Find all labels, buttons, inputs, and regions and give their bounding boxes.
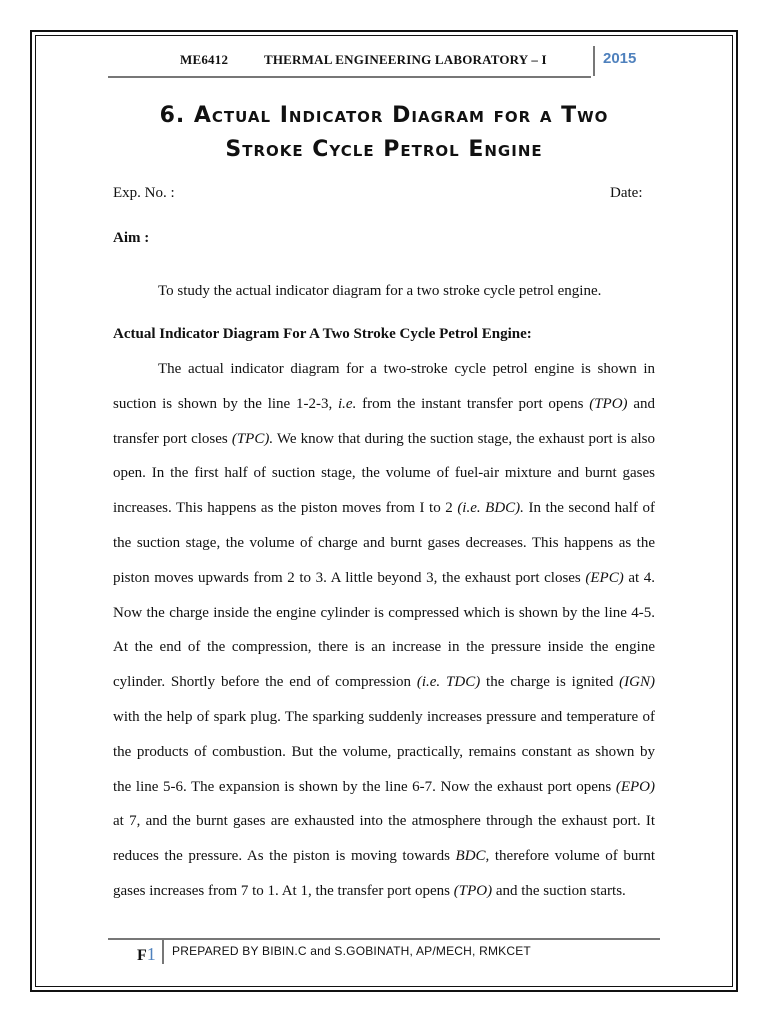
- text-run: the products of combustion. But the volume, practically, remains constant as shown by: [113, 743, 655, 760]
- text-run: from the instant transfer port opens: [356, 395, 590, 412]
- text-run: The actual indicator diagram for a two-stroke cycle petrol engine is shown in: [158, 361, 655, 377]
- text-run: the line 5-6. The expansion is shown by the line 6-7. Now the exhaust port opens: [113, 778, 616, 795]
- paragraph-line: [113, 495, 655, 530]
- text-run: transfer port closes: [113, 430, 232, 447]
- page-number: [137, 944, 156, 965]
- aim-heading: Aim :: [113, 230, 150, 246]
- italic-term: (TPO): [589, 395, 628, 412]
- paragraph-line: [113, 739, 655, 774]
- course-title: THERMAL ENGINEERING LABORATORY – I: [264, 52, 547, 67]
- paragraph-line: [113, 565, 655, 600]
- paragraph-line: [113, 774, 655, 809]
- paragraph-line: [113, 530, 655, 565]
- text-run: open. In the first half of suction stage, the volume of fuel-air mixture and burnt gases: [113, 465, 655, 482]
- italic-term: BDC,: [455, 848, 490, 865]
- paragraph-line: [113, 391, 655, 426]
- text-run: piston moves upwards from 2 to 3. A little beyond 3, the exhaust port closes: [113, 569, 586, 586]
- text-run: the suction stage, the volume of charge and burnt gases decreases. This happens as the: [113, 534, 655, 551]
- text-run: suction is shown by the line 1-2-3,: [113, 395, 338, 412]
- title-line-1: 6. Actual Indicator Diagram for a Two: [159, 103, 609, 128]
- section-heading: Actual Indicator Diagram For A Two Stroke Cycle Petrol Engine:: [113, 326, 532, 342]
- page-number-prefix: F: [137, 947, 147, 964]
- text-run: increases. This happens as the piston moves from I to 2: [113, 500, 458, 517]
- text-run: therefore volume of burnt: [489, 848, 656, 865]
- paragraph-line: [113, 634, 655, 669]
- text-run: reduces the pressure. As the piston is moving towards: [113, 848, 456, 865]
- paragraph-line: [113, 600, 655, 635]
- text-run: gases increases from 7 to 1. At 1, the transfer port opens: [113, 882, 454, 899]
- body-paragraph: [113, 356, 655, 913]
- course-code: ME6412: [180, 52, 229, 67]
- header-divider: [593, 46, 595, 76]
- aim-text: To study the actual indicator diagram for a two stroke cycle petrol engine.: [158, 283, 602, 299]
- text-run: the charge is ignited: [480, 674, 620, 691]
- text-run: at 7, and the burnt gases are exhausted into the atmosphere through the exhaust port. It: [113, 813, 655, 830]
- paragraph-line: [113, 843, 655, 878]
- italic-term: (EPO): [615, 778, 655, 795]
- paragraph-line: [113, 808, 655, 843]
- paragraph-line: [113, 704, 655, 739]
- text-run: We know that during the suction stage, the exhaust port is also: [273, 430, 655, 447]
- text-run: and: [627, 395, 655, 412]
- text-run: with the help of spark plug. The sparking suddenly increases pressure and temperature of: [113, 708, 655, 725]
- exp-number-label: Exp. No. :: [113, 185, 175, 201]
- italic-term: (IGN): [619, 674, 655, 691]
- title-line-2: Stroke Cycle Petrol Engine: [225, 137, 543, 162]
- paragraph-line: [113, 669, 655, 704]
- footer-divider: [162, 940, 164, 964]
- paragraph-line: [113, 356, 655, 391]
- date-label: Date:: [610, 185, 643, 201]
- text-run: In the second half of: [523, 500, 655, 517]
- text-run: cylinder. Shortly before the end of compression: [113, 674, 417, 691]
- paragraph-line: [113, 426, 655, 461]
- footer-credit: PREPARED BY BIBIN.C and S.GOBINATH, AP/MECH, RMKCET: [172, 944, 531, 958]
- text-run: Now the charge inside the engine cylinder is compressed which is shown by the line 4-5.: [113, 604, 655, 621]
- text-run: at 4.: [623, 569, 656, 586]
- text-run: and the suction starts.: [492, 882, 626, 899]
- page-title: [108, 99, 660, 167]
- page-header: [108, 46, 660, 76]
- italic-term: (i.e. TDC): [416, 674, 481, 691]
- italic-term: (i.e. BDC).: [457, 500, 524, 517]
- italic-term: (TPC).: [231, 430, 274, 447]
- paragraph-line: [113, 878, 655, 913]
- footer-rule: [108, 938, 660, 940]
- italic-term: (EPC): [585, 569, 624, 586]
- header-year: 2015: [603, 50, 637, 67]
- page-number-value: 1: [146, 944, 156, 964]
- italic-term: (TPO): [453, 882, 493, 899]
- italic-term: i.e.: [338, 395, 357, 412]
- text-run: At the end of the compression, there is an increase in the pressure inside the engine: [113, 639, 655, 656]
- paragraph-line: [113, 460, 655, 495]
